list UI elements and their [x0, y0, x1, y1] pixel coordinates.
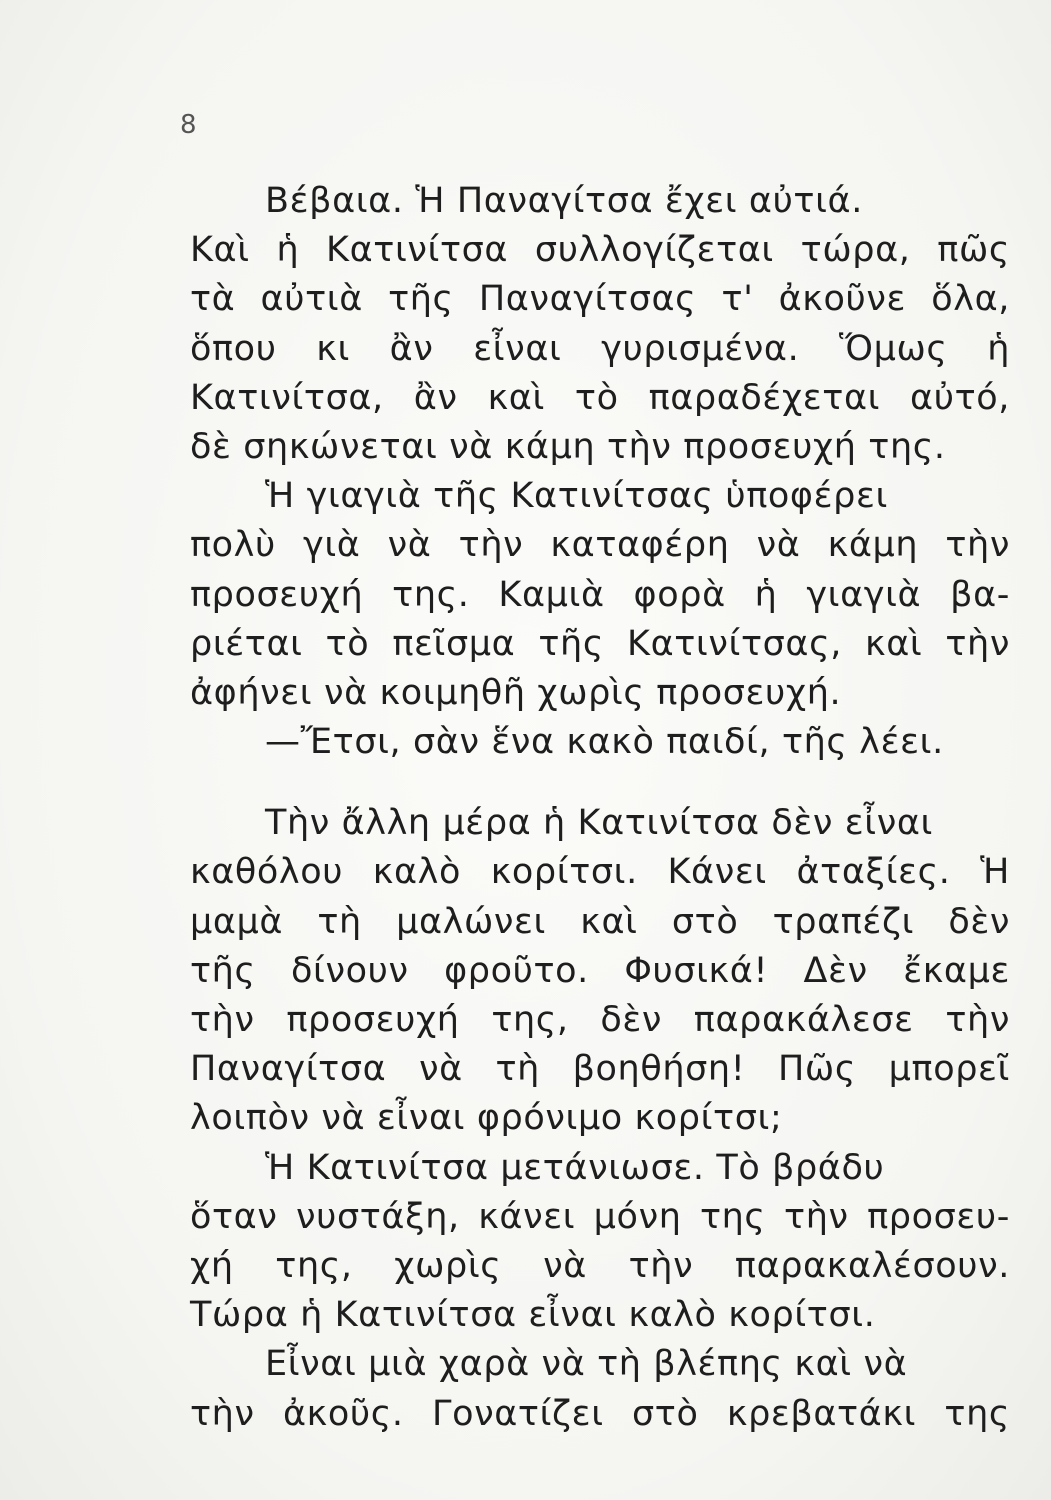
text-line: τὰ αὐτιὰ τῆς Παναγίτσας τ' ἀκοῦνε ὅλα, [190, 279, 1010, 320]
text-line: Τὴν ἄλλη μέρα ἡ Κατινίτσα δὲν εἶναι [265, 803, 933, 844]
text-line: ὅπου κι ἂν εἶναι γυρισμένα. Ὅμως ἡ [190, 328, 1010, 369]
text-line: Παναγίτσα νὰ τὴ βοηθήση! Πῶς μπορεῖ [190, 1049, 1010, 1090]
text-line: χή της, χωρὶς νὰ τὴν παρακαλέσουν. [190, 1245, 1010, 1286]
text-line: τὴν ἀκοῦς. Γονατίζει στὸ κρεβατάκι της [190, 1393, 1010, 1434]
text-line: Τώρα ἡ Κατινίτσα εἶναι καλὸ κορίτσι. [190, 1295, 876, 1336]
page-number: 8 [180, 110, 197, 140]
text-line: τὴν προσευχή της, δὲν παρακάλεσε τὴν [190, 1000, 1010, 1040]
text-line: ὅταν νυστάξη, κάνει μόνη της τὴν προσευ- [190, 1196, 1010, 1237]
text-line: προσευχή της. Καμιὰ φορὰ ἡ γιαγιὰ βα- [190, 574, 1010, 615]
text-line: Εἶναι μιὰ χαρὰ νὰ τὴ βλέπης καὶ νὰ [265, 1344, 908, 1385]
text-line: πολὺ γιὰ νὰ τὴν καταφέρη νὰ κάμη τὴν [190, 525, 1010, 566]
text-line: μαμὰ τὴ μαλώνει καὶ στὸ τραπέζι δὲν [190, 901, 1010, 942]
body-text [190, 177, 1010, 1439]
text-line: Κατινίτσα, ἂν καὶ τὸ παραδέχεται αὐτό, [190, 377, 1010, 418]
text-line: δὲ σηκώνεται νὰ κάμη τὴν προσευχή της. [190, 426, 946, 467]
text-line: Ἡ γιαγιὰ τῆς Κατινίτσας ὑποφέρει [265, 476, 888, 517]
text-line: τῆς δίνουν φροῦτο. Φυσικά! Δὲν ἔκαμε [190, 950, 1010, 991]
text-line: λοιπὸν νὰ εἶναι φρόνιμο κορίτσι; [190, 1098, 783, 1139]
text-line: καθόλου καλὸ κορίτσι. Κάνει ἀταξίες. Ἡ [190, 852, 1010, 893]
text-line: ριέται τὸ πεῖσμα τῆς Κατινίτσας, καὶ τὴν [190, 623, 1010, 664]
text-line: —Ἔτσι, σὰν ἕνα κακὸ παιδί, τῆς λέει. [265, 722, 944, 763]
text-line: Βέβαια. Ἡ Παναγίτσα ἔχει αὐτιά. [265, 181, 863, 221]
text-line: ἀφήνει νὰ κοιμηθῆ χωρὶς προσευχή. [190, 672, 842, 713]
text-line: Καὶ ἡ Κατινίτσα συλλογίζεται τώρα, πῶς [190, 230, 1010, 271]
text-line: Ἡ Κατινίτσα μετάνιωσε. Τὸ βράδυ [265, 1147, 885, 1188]
